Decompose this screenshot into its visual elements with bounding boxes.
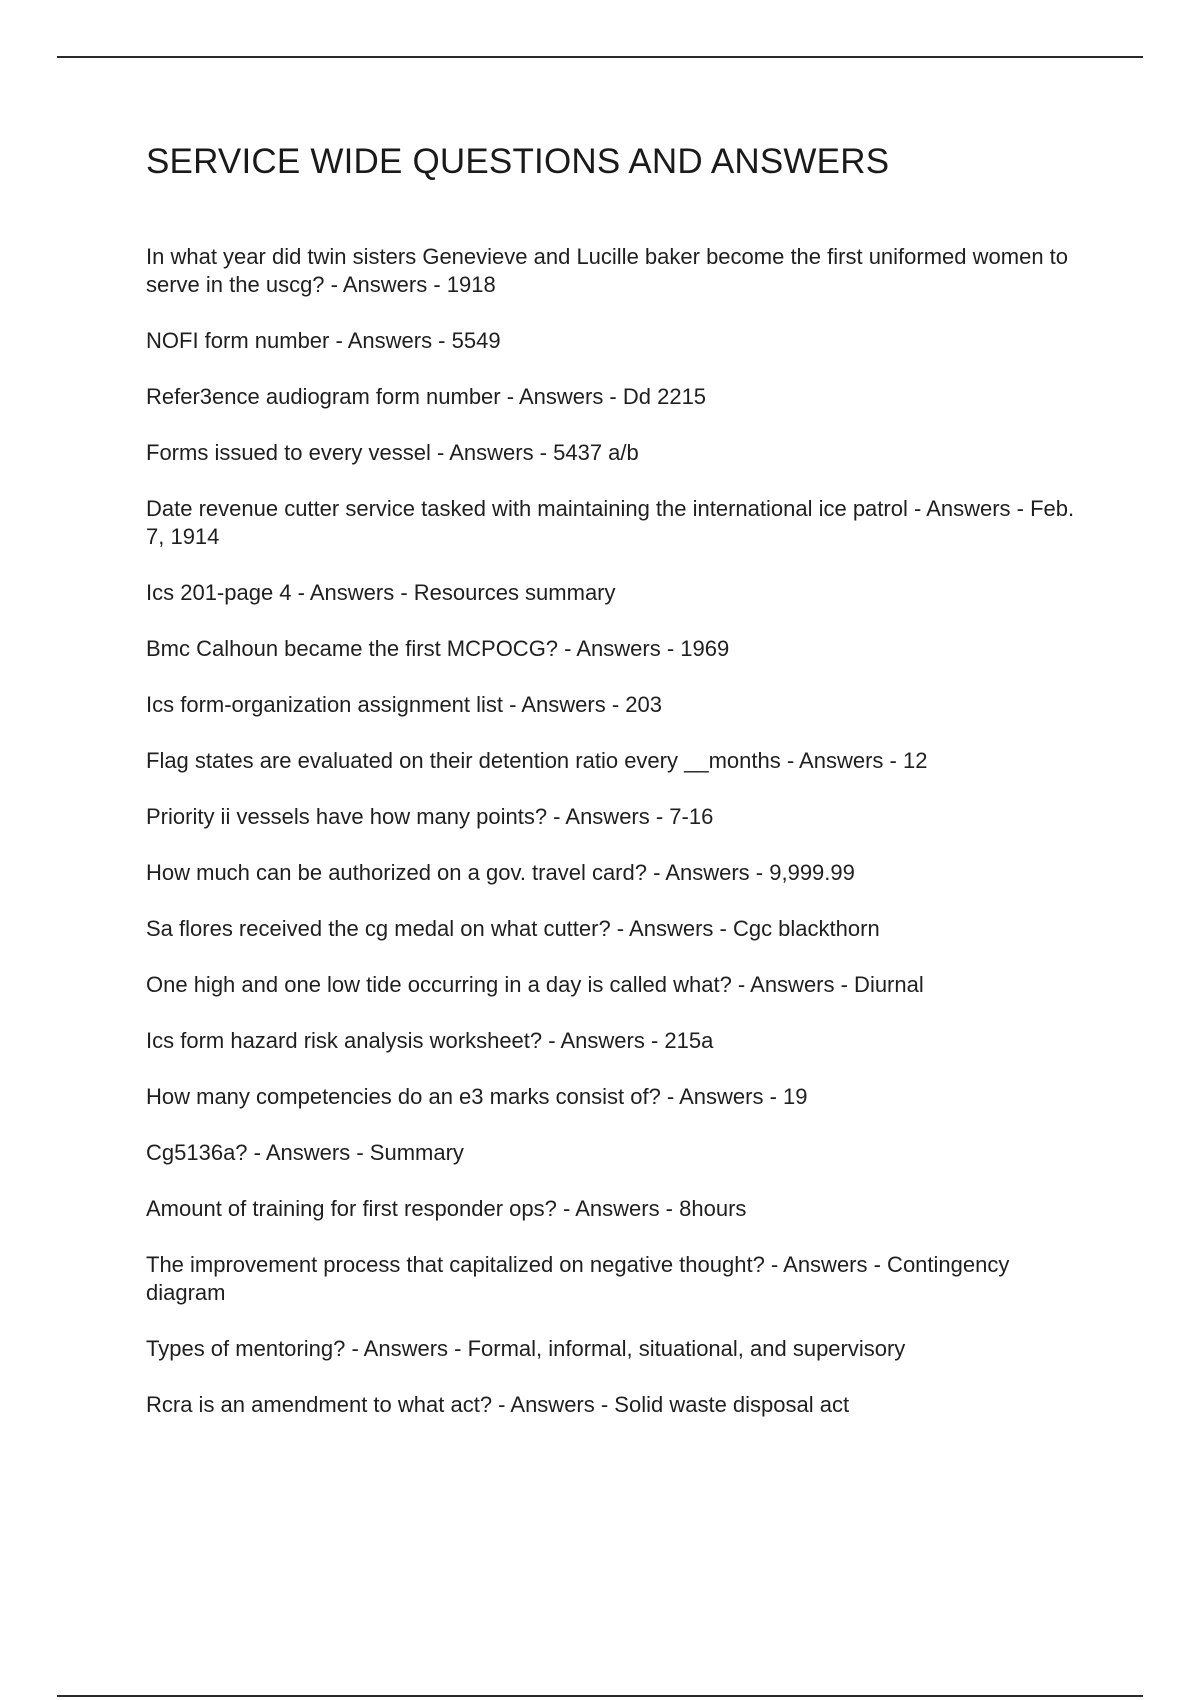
qa-item: Ics form hazard risk analysis worksheet? - Answers - 215a xyxy=(146,1028,714,1053)
qa-item: Ics 201-page 4 - Answers - Resources summary xyxy=(146,580,616,605)
qa-item: Cg5136a? - Answers - Summary xyxy=(146,1140,464,1165)
qa-item: In what year did twin sisters Genevieve and Lucille baker become the first uniformed women to serve in the uscg? - Answers - 1918 xyxy=(146,244,1069,297)
qa-item: Priority ii vessels have how many points? - Answers - 7-16 xyxy=(146,804,714,829)
qa-item: Bmc Calhoun became the first MCPOCG? - Answers - 1969 xyxy=(146,636,730,661)
qa-item: Ics form-organization assignment list - Answers - 203 xyxy=(146,692,662,717)
qa-item: NOFI form number - Answers - 5549 xyxy=(146,328,501,353)
qa-list xyxy=(146,243,1076,1447)
qa-item: Refer3ence audiogram form number - Answers - Dd 2215 xyxy=(146,384,707,409)
qa-item: Rcra is an amendment to what act? - Answers - Solid waste disposal act xyxy=(146,1392,850,1417)
qa-item: How many competencies do an e3 marks consist of? - Answers - 19 xyxy=(146,1084,808,1109)
qa-item: Flag states are evaluated on their detention ratio every __months - Answers - 12 xyxy=(146,748,928,773)
qa-item: Types of mentoring? - Answers - Formal, informal, situational, and supervisory xyxy=(146,1336,906,1361)
qa-item: Forms issued to every vessel - Answers - 5437 a/b xyxy=(146,440,639,465)
qa-item: One high and one low tide occurring in a day is called what? - Answers - Diurnal xyxy=(146,972,924,997)
top-rule xyxy=(57,56,1143,58)
qa-item: The improvement process that capitalized on negative thought? - Answers - Contingency diagram xyxy=(146,1252,1010,1305)
page-title: SERVICE WIDE QUESTIONS AND ANSWERS xyxy=(146,142,890,181)
qa-item: Date revenue cutter service tasked with maintaining the international ice patrol - Answers - Feb. 7, 1914 xyxy=(146,496,1075,549)
qa-item: Amount of training for first responder ops? - Answers - 8hours xyxy=(146,1196,747,1221)
qa-item: How much can be authorized on a gov. travel card? - Answers - 9,999.99 xyxy=(146,860,855,885)
bottom-rule xyxy=(57,1695,1143,1697)
qa-item: Sa flores received the cg medal on what cutter? - Answers - Cgc blackthorn xyxy=(146,916,880,941)
